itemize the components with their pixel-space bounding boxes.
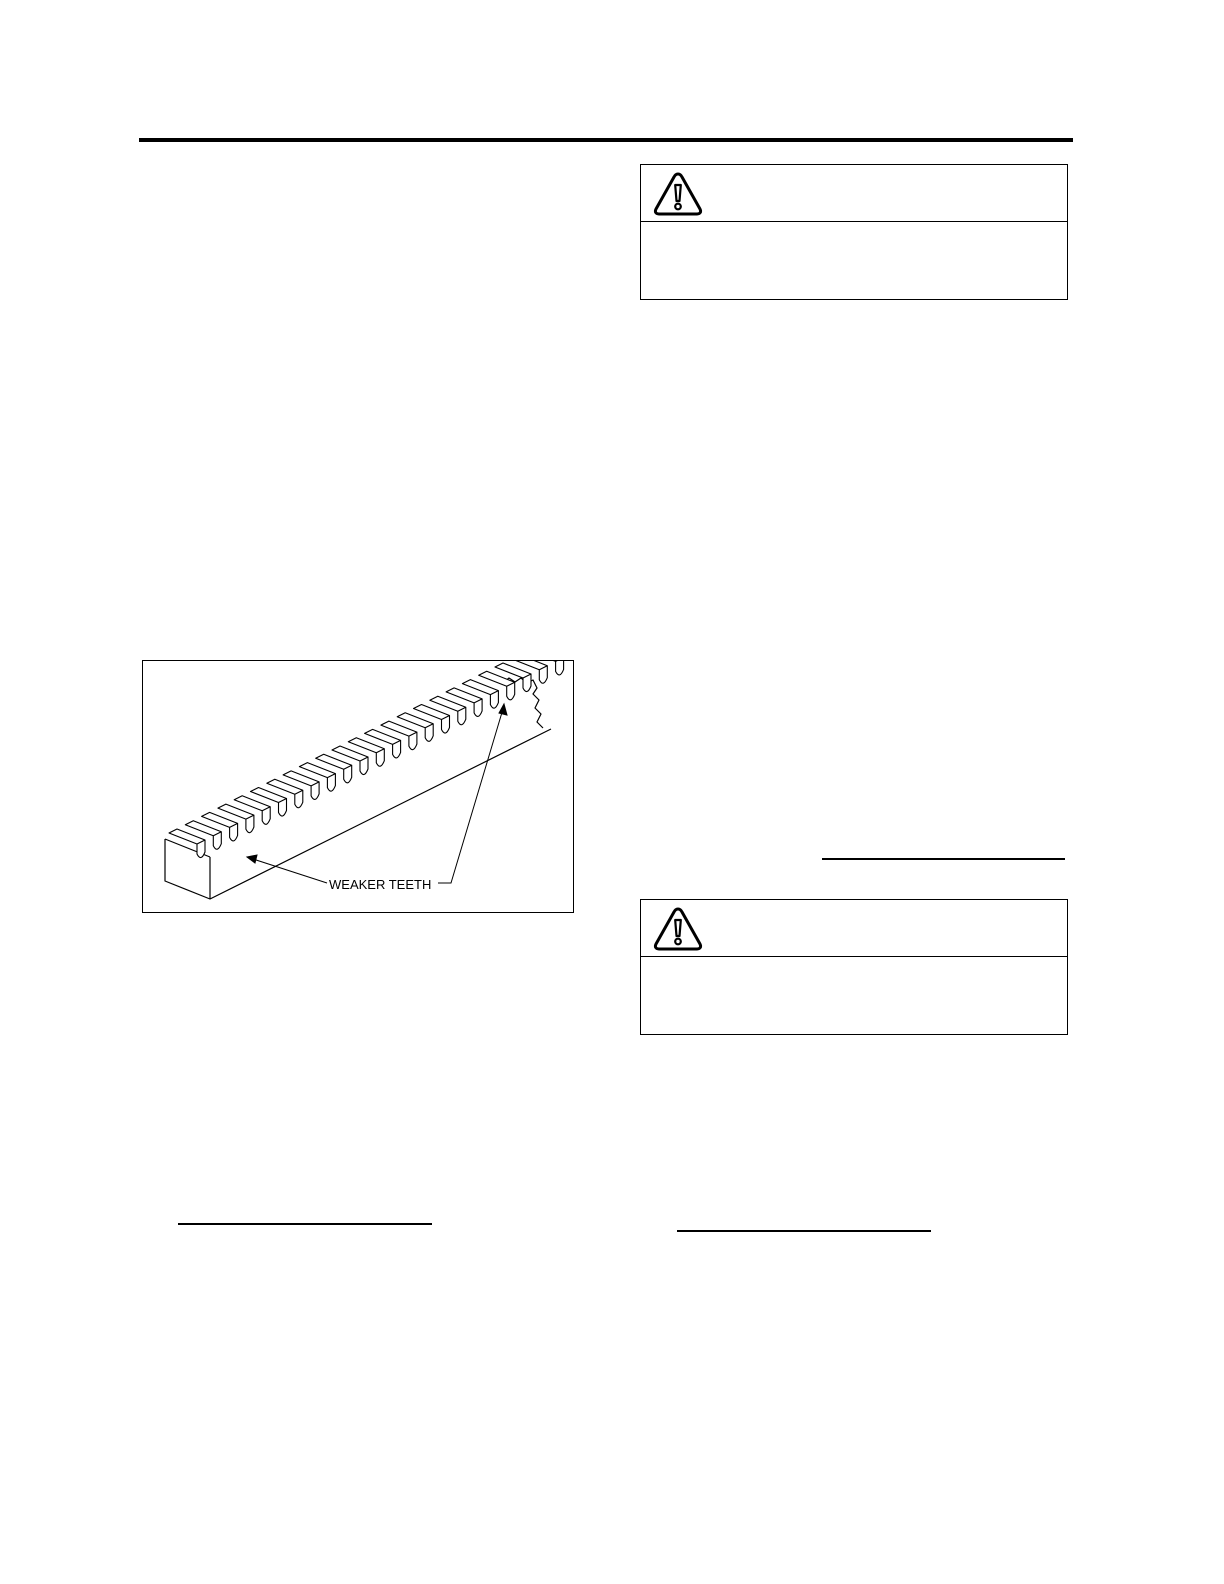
warning-triangle-icon (653, 171, 703, 217)
warning-header (641, 165, 1067, 222)
callout-arrowhead-right (499, 704, 507, 715)
header-rule (139, 138, 1073, 142)
section-heading-underline (178, 1223, 432, 1225)
warning-box-bottom (640, 899, 1068, 1035)
warning-header (641, 900, 1067, 957)
section-heading-underline (677, 1230, 931, 1232)
gear-rack-illustration (143, 661, 575, 914)
figure-gear-rack (142, 660, 574, 913)
section-heading-underline (822, 858, 1065, 860)
callout-leader-left (253, 859, 327, 883)
callout-leader-right (438, 709, 503, 883)
callout-arrowhead-left (247, 855, 257, 863)
callout-label-weaker-teeth: WEAKER TEETH (329, 877, 432, 892)
warning-box-top (640, 164, 1068, 300)
warning-triangle-icon (653, 906, 703, 952)
